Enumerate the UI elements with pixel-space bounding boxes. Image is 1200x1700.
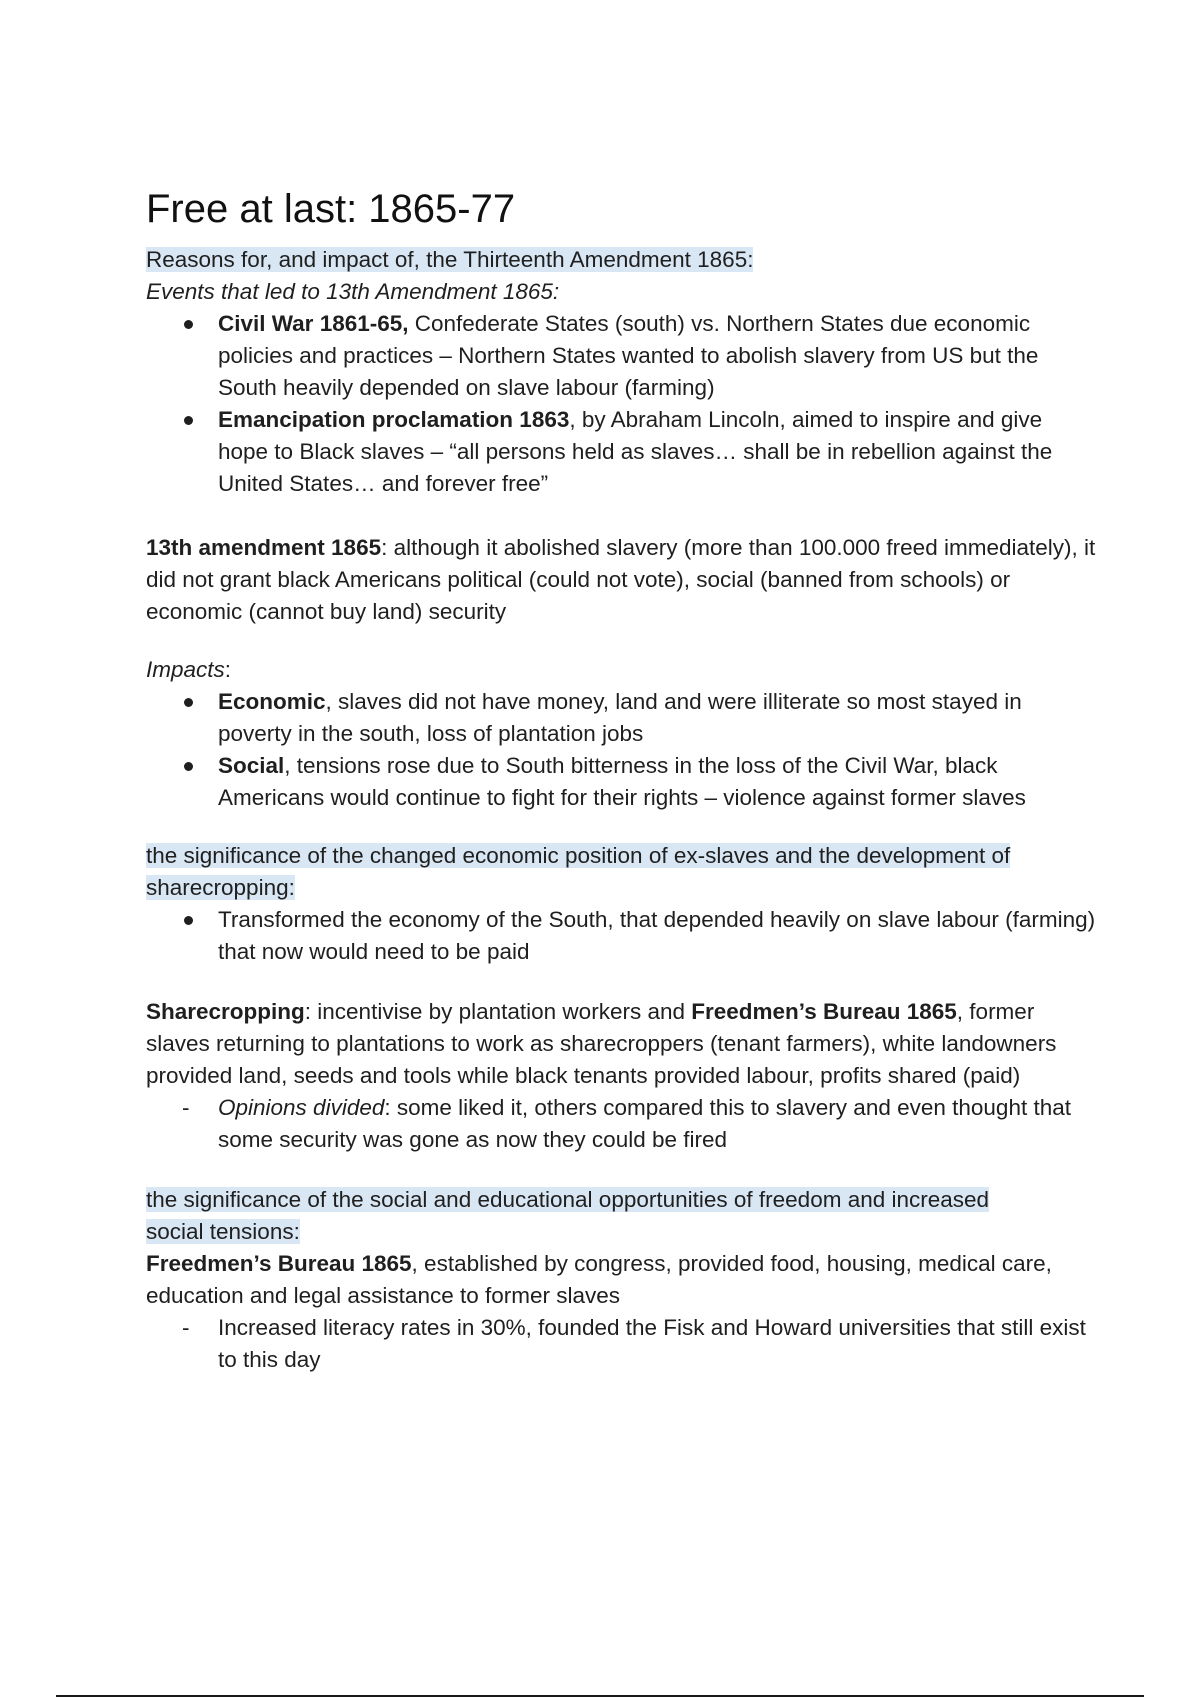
section-heading-thirteenth-amendment: Reasons for, and impact of, the Thirteenth Amendment 1865:: [146, 247, 754, 272]
amendment-paragraph: 13th amendment 1865: although it abolished slavery (more than 100.000 freed immediately), it did not grant black Americans political (could not vote), social (banned from schools) or economic (cannot buy land) security: [146, 535, 1096, 624]
events-list: [146, 308, 1096, 500]
bullet-dash-icon: -: [182, 1315, 190, 1340]
list-item: Social, tensions rose due to South bitterness in the loss of the Civil War, black Americans would continue to fight for their rights – violence against former slaves: [218, 753, 1026, 810]
list-item: Emancipation proclamation 1863, by Abraham Lincoln, aimed to inspire and give hope to Black slaves – “all persons held as slaves… shall be in rebellion against the United States… and forever free”: [218, 407, 1053, 496]
page-bottom-divider: [56, 1695, 1144, 1697]
opinions-list: [146, 1092, 1096, 1156]
section-heading-social-educational: the significance of the social and educational opportunities of freedom and increased social tensions:: [146, 1187, 990, 1244]
list-item: Civil War 1861-65, Confederate States (south) vs. Northern States due economic policies and practices – Northern States wanted to abolish slavery from US but the South heavily depended on slave labour (farming): [218, 311, 1039, 400]
impacts-label: Impacts:: [146, 657, 232, 682]
impacts-list: [146, 686, 1096, 814]
list-item: - Increased literacy rates in 30%, founded the Fisk and Howard universities that still exist to this day: [146, 1312, 1096, 1376]
bullet-dash-icon: -: [182, 1095, 190, 1120]
section-heading-economic-position: the significance of the changed economic position of ex-slaves and the development of sharecropping:: [146, 843, 1011, 900]
list-item: Economic, slaves did not have money, land and were illiterate so most stayed in poverty in the south, loss of plantation jobs: [218, 689, 1022, 746]
sharecropping-paragraph: Sharecropping: incentivise by plantation workers and Freedmen’s Bureau 1865, former slaves returning to plantations to work as sharecroppers (tenant farmers), white landowners provided land, seeds and tools while black tenants provided labour, profits shared (paid): [146, 999, 1057, 1088]
list-item: Transformed the economy of the South, that depended heavily on slave labour (farming) that now would need to be paid: [218, 907, 1096, 964]
economic-list: [146, 904, 1096, 968]
bureau-paragraph: Freedmen’s Bureau 1865, established by congress, provided food, housing, medical care, education and legal assistance to former slaves: [146, 1251, 1052, 1308]
document-page: [146, 184, 1096, 1376]
page-title: Free at last: 1865-77: [146, 187, 516, 231]
list-item: - Opinions divided: some liked it, others compared this to slavery and even thought that some security was gone as now they could be fired: [146, 1092, 1096, 1156]
subheading-events: Events that led to 13th Amendment 1865:: [146, 279, 560, 304]
literacy-list: [146, 1312, 1096, 1376]
